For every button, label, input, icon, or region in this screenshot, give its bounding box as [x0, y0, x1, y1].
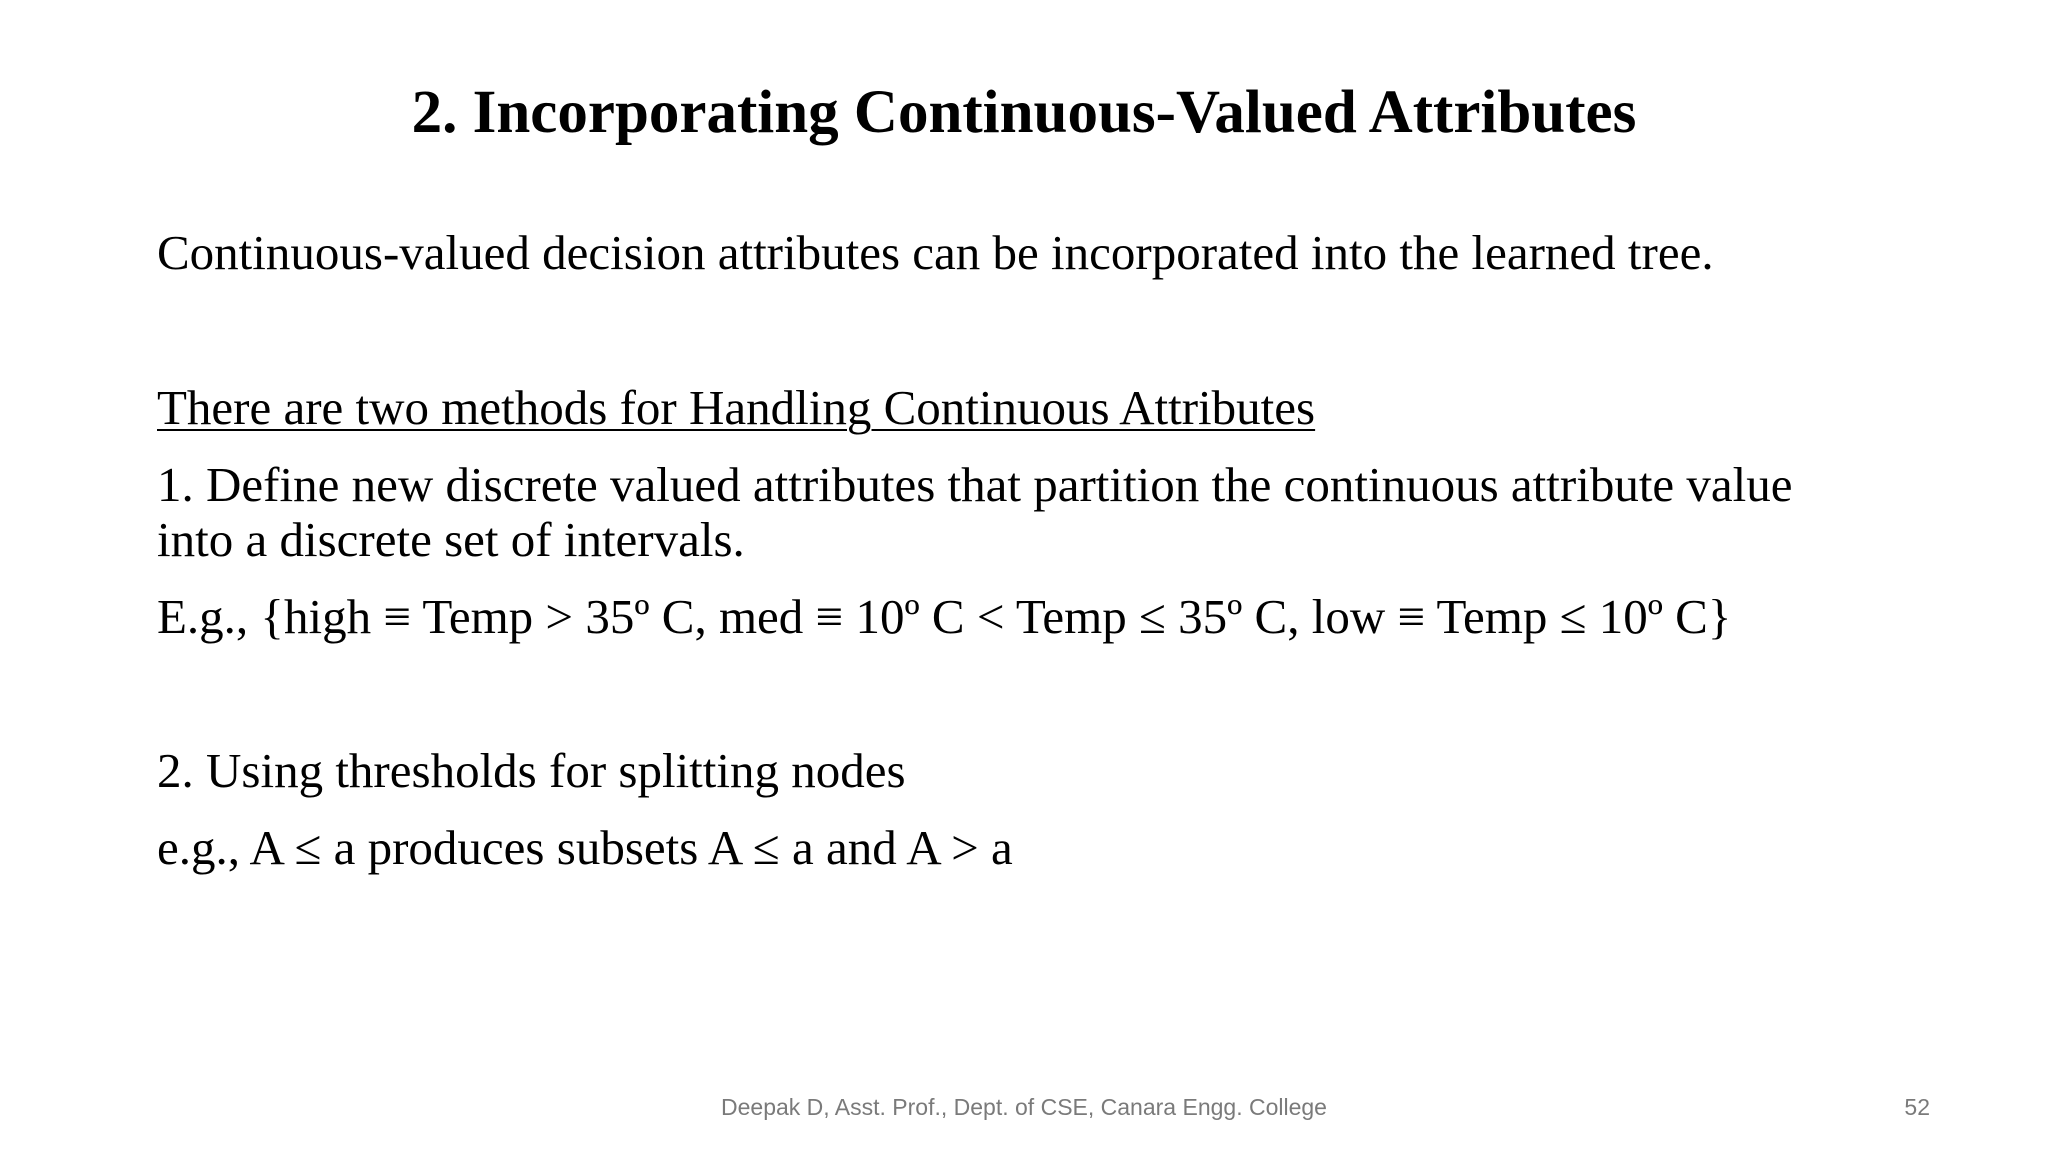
method-2-text: 2. Using thresholds for splitting nodes — [157, 743, 906, 798]
slide-title: 2. Incorporating Continuous-Valued Attributes — [411, 79, 1637, 146]
method-1-line-2: into a discrete set of intervals. — [157, 512, 745, 567]
method-1-example: E.g., {high ≡ Temp > 35º C, med ≡ 10º C < Temp ≤ 35º C, low ≡ Temp ≤ 10º C} — [157, 589, 1732, 644]
footer-author: Deepak D, Asst. Prof., Dept. of CSE, Canara Engg. College — [721, 1094, 1327, 1120]
methods-heading: There are two methods for Handling Continuous Attributes — [157, 380, 1316, 435]
method-2-example: e.g., A ≤ a produces subsets A ≤ a and A > a — [157, 820, 1013, 875]
intro-text: Continuous-valued decision attributes can be incorporated into the learned tree. — [157, 225, 1714, 280]
method-1-line-1: 1. Define new discrete valued attributes that partition the continuous attribute value — [157, 457, 1793, 512]
page-number: 52 — [1904, 1094, 1930, 1120]
